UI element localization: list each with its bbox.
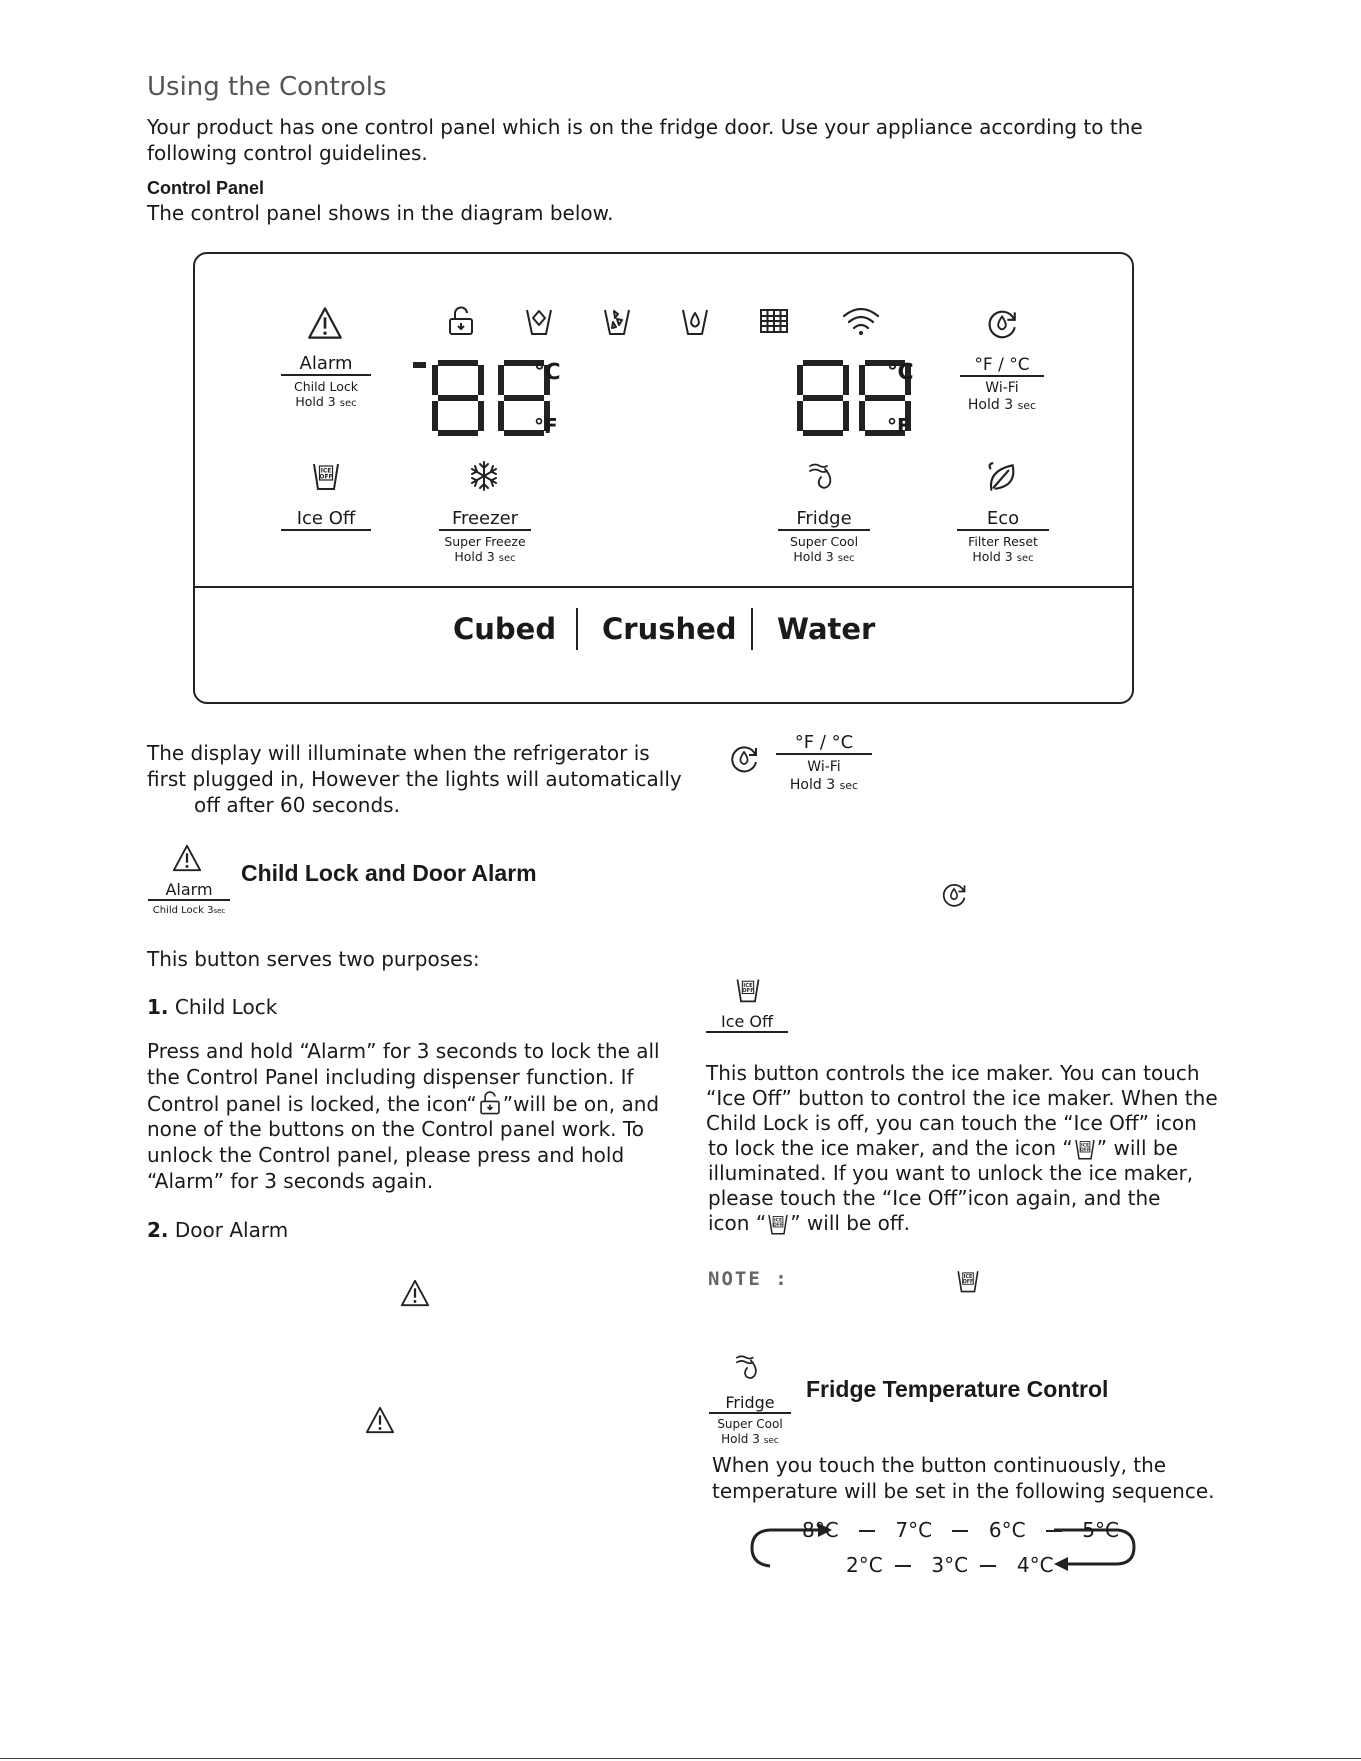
unit-button[interactable] — [960, 355, 1044, 414]
seq-4c: 4°C — [1016, 1553, 1054, 1577]
child-lock-text-3: Control panel is locked, the icon“ ”will be on, and — [147, 1090, 659, 1122]
dispense-separator-1 — [576, 608, 578, 650]
ice-off-button[interactable] — [281, 508, 371, 531]
display-text-2: first plugged in, However the lights will automatically — [147, 767, 682, 791]
freezer-sub: Super Freeze — [444, 534, 526, 549]
seq-7c: 7°C — [895, 1518, 933, 1542]
child-lock-heading: Child Lock and Door Alarm — [241, 860, 537, 886]
alarm-label: Alarm — [281, 353, 371, 376]
door-alarm-warning-icon-2 — [365, 1405, 395, 1435]
fridge-cool-icon[interactable] — [807, 460, 839, 492]
bottom-rule — [0, 1758, 1361, 1759]
freezer-unit-c: ℃ — [534, 360, 561, 385]
eco-button[interactable] — [957, 508, 1049, 566]
ice-off-small-icon — [734, 976, 762, 1004]
note-label: NOTE : — [708, 1268, 789, 1290]
unit-small-hold: Hold 3 sec — [789, 777, 859, 793]
freezer-unit-f: °F — [534, 414, 558, 438]
ice-text-1: This button controls the ice maker. You can touch — [706, 1061, 1200, 1085]
alarm-small-label — [148, 880, 230, 919]
display-text-1: The display will illuminate when the refrigerator is — [147, 741, 650, 765]
fridge-small-label — [709, 1393, 791, 1449]
fridge-temp-heading: Fridge Temperature Control — [806, 1376, 1109, 1402]
intro-line-1: Your product has one control panel which is on the fridge door. Use your appliance according to the — [147, 115, 1143, 139]
child-lock-text-1: Press and hold “Alarm” for 3 seconds to lock the all — [147, 1039, 660, 1063]
seq-3c: 3°C — [931, 1553, 969, 1577]
sequence-bottom-row — [846, 1552, 1054, 1578]
seq-2c: 2°C — [846, 1553, 883, 1577]
unit-hold: Hold 3 sec — [967, 397, 1037, 413]
freezer-hold: Hold 3 sec — [454, 549, 516, 564]
ice-grid-icon — [757, 305, 791, 337]
fridge-hold: Hold 3 sec — [793, 549, 855, 564]
page-title: Using the Controls — [147, 72, 387, 102]
ice-off-small-text: Ice Off — [706, 1012, 788, 1033]
fridge-text-2: temperature will be set in the following sequence. — [712, 1479, 1215, 1503]
unit-label: °F / °C — [960, 355, 1044, 377]
fridge-unit-c: ℃ — [887, 360, 914, 385]
alarm-small-sub: Child Lock 3sec — [152, 905, 226, 916]
alarm-small-text: Alarm — [148, 880, 230, 901]
alarm-sub: Child Lock — [293, 379, 358, 394]
unit-small-text: °F / °C — [776, 732, 872, 755]
fridge-small-sub: Super Cool — [717, 1417, 783, 1431]
cubed-button[interactable]: Cubed — [453, 612, 557, 646]
ice-text-2: “Ice Off” button to control the ice maker. When the — [706, 1086, 1218, 1110]
unit-small-sub: Wi-Fi — [807, 759, 841, 775]
ice-text-7: icon “ ” will be off. — [708, 1210, 910, 1242]
child-lock-text-6: “Alarm” for 3 seconds again. — [147, 1169, 434, 1193]
intro-line-2: following control guidelines. — [147, 141, 428, 165]
note-ice-off-icon — [955, 1268, 981, 1294]
seq-8c: 8°C — [802, 1518, 839, 1542]
unit-sub: Wi-Fi — [985, 380, 1019, 396]
ice-text-5: illuminated. If you want to unlock the ice maker, — [708, 1161, 1194, 1185]
wifi-icon — [840, 305, 882, 337]
fridge-unit-f: °F — [887, 414, 911, 438]
crushed-ice-icon — [601, 305, 633, 337]
fridge-small-hold: Hold 3 sec — [721, 1432, 779, 1446]
dispense-separator-2 — [751, 608, 753, 650]
display-text-3: off after 60 seconds. — [194, 793, 400, 817]
lock-icon — [445, 305, 477, 337]
fridge-small-text: Fridge — [709, 1393, 791, 1414]
water-button[interactable]: Water — [777, 612, 876, 646]
fridge-sub: Super Cool — [789, 534, 859, 549]
eco-hold: Hold 3 sec — [972, 549, 1034, 564]
eco-sub: Filter Reset — [968, 534, 1038, 549]
ice-off-cup-icon[interactable] — [310, 460, 342, 492]
fridge-text-1: When you touch the button continuously, the — [712, 1453, 1167, 1477]
crushed-button[interactable]: Crushed — [602, 612, 737, 646]
cup-icon — [523, 305, 555, 337]
sequence-top-row — [802, 1517, 1119, 1543]
alarm-hold: Hold 3 sec — [295, 394, 357, 409]
eco-label: Eco — [957, 508, 1049, 531]
freezer-label: Freezer — [439, 508, 531, 531]
eco-leaf-icon[interactable] — [985, 460, 1019, 494]
ice-off-small-label — [706, 1012, 788, 1033]
unit-cycle-icon[interactable] — [985, 307, 1019, 341]
alarm-button[interactable] — [281, 353, 371, 411]
ice-text-3: Child Lock is off, you can touch the “Ice Off” icon — [706, 1111, 1197, 1135]
fridge-button[interactable] — [778, 508, 870, 566]
warning-triangle-icon[interactable] — [307, 305, 343, 341]
freezer-button[interactable] — [439, 508, 531, 566]
item-1: 1. Child Lock — [147, 995, 278, 1019]
purposes-text: This button serves two purposes: — [147, 947, 480, 971]
alarm-small-warning-icon — [172, 843, 202, 873]
inline-ice-off-icon-2 — [766, 1212, 790, 1242]
ice-text-4: to lock the ice maker, and the icon “ ” will be — [708, 1135, 1178, 1167]
door-alarm-warning-icon — [400, 1278, 430, 1308]
fridge-label: Fridge — [778, 508, 870, 531]
control-panel-desc: The control panel shows in the diagram below. — [147, 201, 614, 225]
water-drop-icon — [679, 305, 711, 337]
child-lock-text-2: the Control Panel including dispenser function. If — [147, 1065, 634, 1089]
child-lock-text-4: none of the buttons on the Control panel work. To — [147, 1117, 644, 1141]
unit-small-label — [776, 732, 872, 795]
child-lock-text-5: unlock the Control panel, please press and hold — [147, 1143, 625, 1167]
seq-5c: 5°C — [1082, 1518, 1119, 1542]
unit-small-cycle-icon — [728, 743, 760, 775]
ice-off-label: Ice Off — [281, 508, 371, 531]
control-panel-heading: Control Panel — [147, 178, 265, 198]
freezer-minus-segment — [413, 362, 426, 368]
unit-inline-cycle-icon — [940, 881, 968, 909]
snowflake-icon[interactable] — [468, 460, 500, 492]
seq-6c: 6°C — [988, 1518, 1026, 1542]
panel-divider — [195, 586, 1132, 588]
item-2: 2. Door Alarm — [147, 1218, 289, 1242]
fridge-small-cool-icon — [734, 1352, 764, 1382]
ice-text-6: please touch the “Ice Off”icon again, and the — [708, 1186, 1161, 1210]
